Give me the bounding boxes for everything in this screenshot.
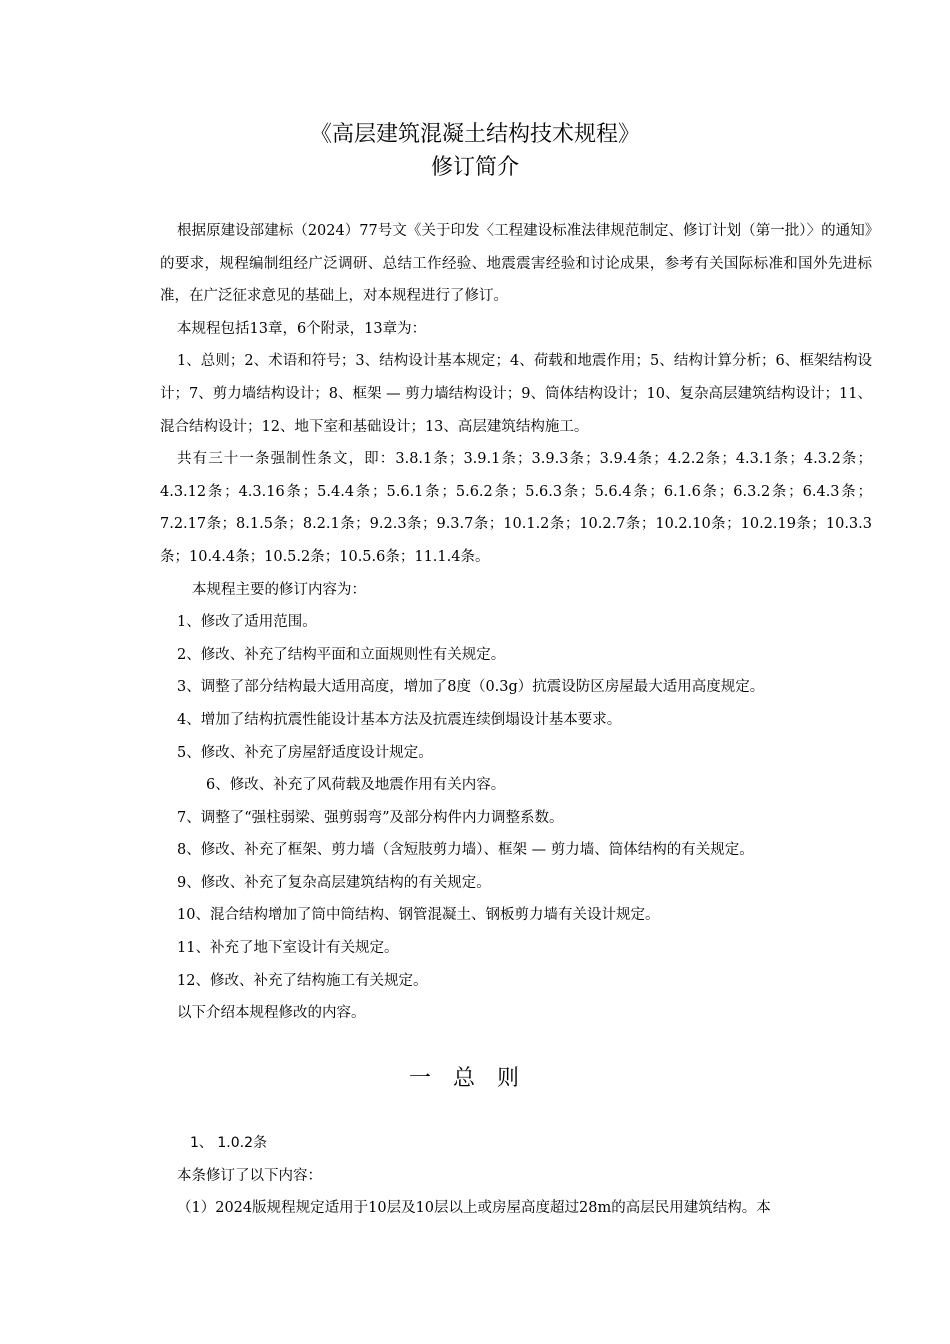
revision-item: 8、修改、补充了框架、剪力墙（含短肢剪力墙）、框架 — 剪力墙、筒体结构的有关规定。: [177, 842, 754, 859]
intro-body: [160, 215, 872, 1030]
revision-item: 1、修改了适用范围。: [177, 614, 317, 631]
revision-item: 6、修改、补充了风荷载及地震作用有关内容。: [206, 777, 506, 794]
chapter-list: 1、总则；2、术语和符号；3、结构设计基本规定；4、荷载和地震作用；5、结构计算分析；6、框架结构设计；7、剪力墙结构设计；8、框架 — 剪力墙结构设计；9、筒体结构设计；10、复杂高层建筑结构设计；11、混合结构设计；12、地下室和基础设计；13、高层建筑结构施工。: [160, 353, 872, 435]
closing-line: 以下介绍本规程修改的内容。: [177, 1005, 366, 1022]
chapter-count: 本规程包括13章，6个附录，13章为：: [177, 320, 427, 337]
clause-lead: 本条修订了以下内容：: [177, 1167, 322, 1184]
revision-item: 9、修改、补充了复杂高层建筑结构的有关规定。: [177, 874, 491, 891]
document-subtitle: 修订简介: [430, 155, 519, 180]
document-title: 《高层建筑混凝土结构技术规程》: [309, 122, 640, 147]
revision-item: 2、修改、补充了结构平面和立面规则性有关规定。: [177, 646, 506, 663]
clause-heading: 1、 1.0.2条: [190, 1135, 267, 1151]
revision-item: 4、增加了结构抗震性能设计基本方法及抗震连续倒塌设计基本要求。: [177, 711, 622, 728]
clause-item: （1）2024版规程规定适用于10层及10层以上或房屋高度超过28m的高层民用建筑结构。本: [177, 1200, 771, 1217]
revision-item: 10、混合结构增加了筒中筒结构、钢管混凝土、钢板剪力墙有关设计规定。: [177, 907, 660, 924]
revision-item: 3、调整了部分结构最大适用高度，增加了8度（0.3g）抗震设防区房屋最大适用高度规定。: [177, 679, 765, 696]
intro-paragraph: 根据原建设部建标（2024）77号文《关于印发〈工程建设标准法律规范制定、修订计划（第一批）〉的通知》的要求，规程编制组经广泛调研、总结工作经验、地震震害经验和讨论成果，参考有关国际标准和国外先进标准，在广泛征求意见的基础上，对本规程进行了修订。: [160, 223, 872, 305]
section-heading: 一总则: [408, 1066, 541, 1091]
revision-item: 7、调整了“强柱弱梁、强剪弱弯”及部分构件内力调整系数。: [177, 809, 564, 826]
revision-item: 12、修改、补充了结构施工有关规定。: [177, 972, 428, 989]
revision-item: 5、修改、补充了房屋舒适度设计规定。: [177, 744, 433, 761]
mandatory-clauses: 共有三十一条强制性条文，即：3.8.1条；3.9.1条；3.9.3条；3.9.4条；4.2.2条；4.3.1条；4.3.2条；4.3.12条；4.3.16条；5.4.4条；5.6.1条；5.6.2条；5.6.3条；5.6.4条；6.1.6条；6.3.2条；6.4.3条；7.2.17条；8.1.5条；8.2.1条；9.2.3条；9.3.7条；10.1.2条；10.2.7条；10.2.10条；10.2.19条；10.3.3条；10.4.4条；10.5.2条；10.5.6条；11.1.4条。: [160, 451, 872, 565]
revision-intro: 本规程主要的修订内容为：: [192, 581, 366, 598]
section-body: [160, 1127, 872, 1225]
revision-item: 11、补充了地下室设计有关规定。: [177, 940, 399, 957]
